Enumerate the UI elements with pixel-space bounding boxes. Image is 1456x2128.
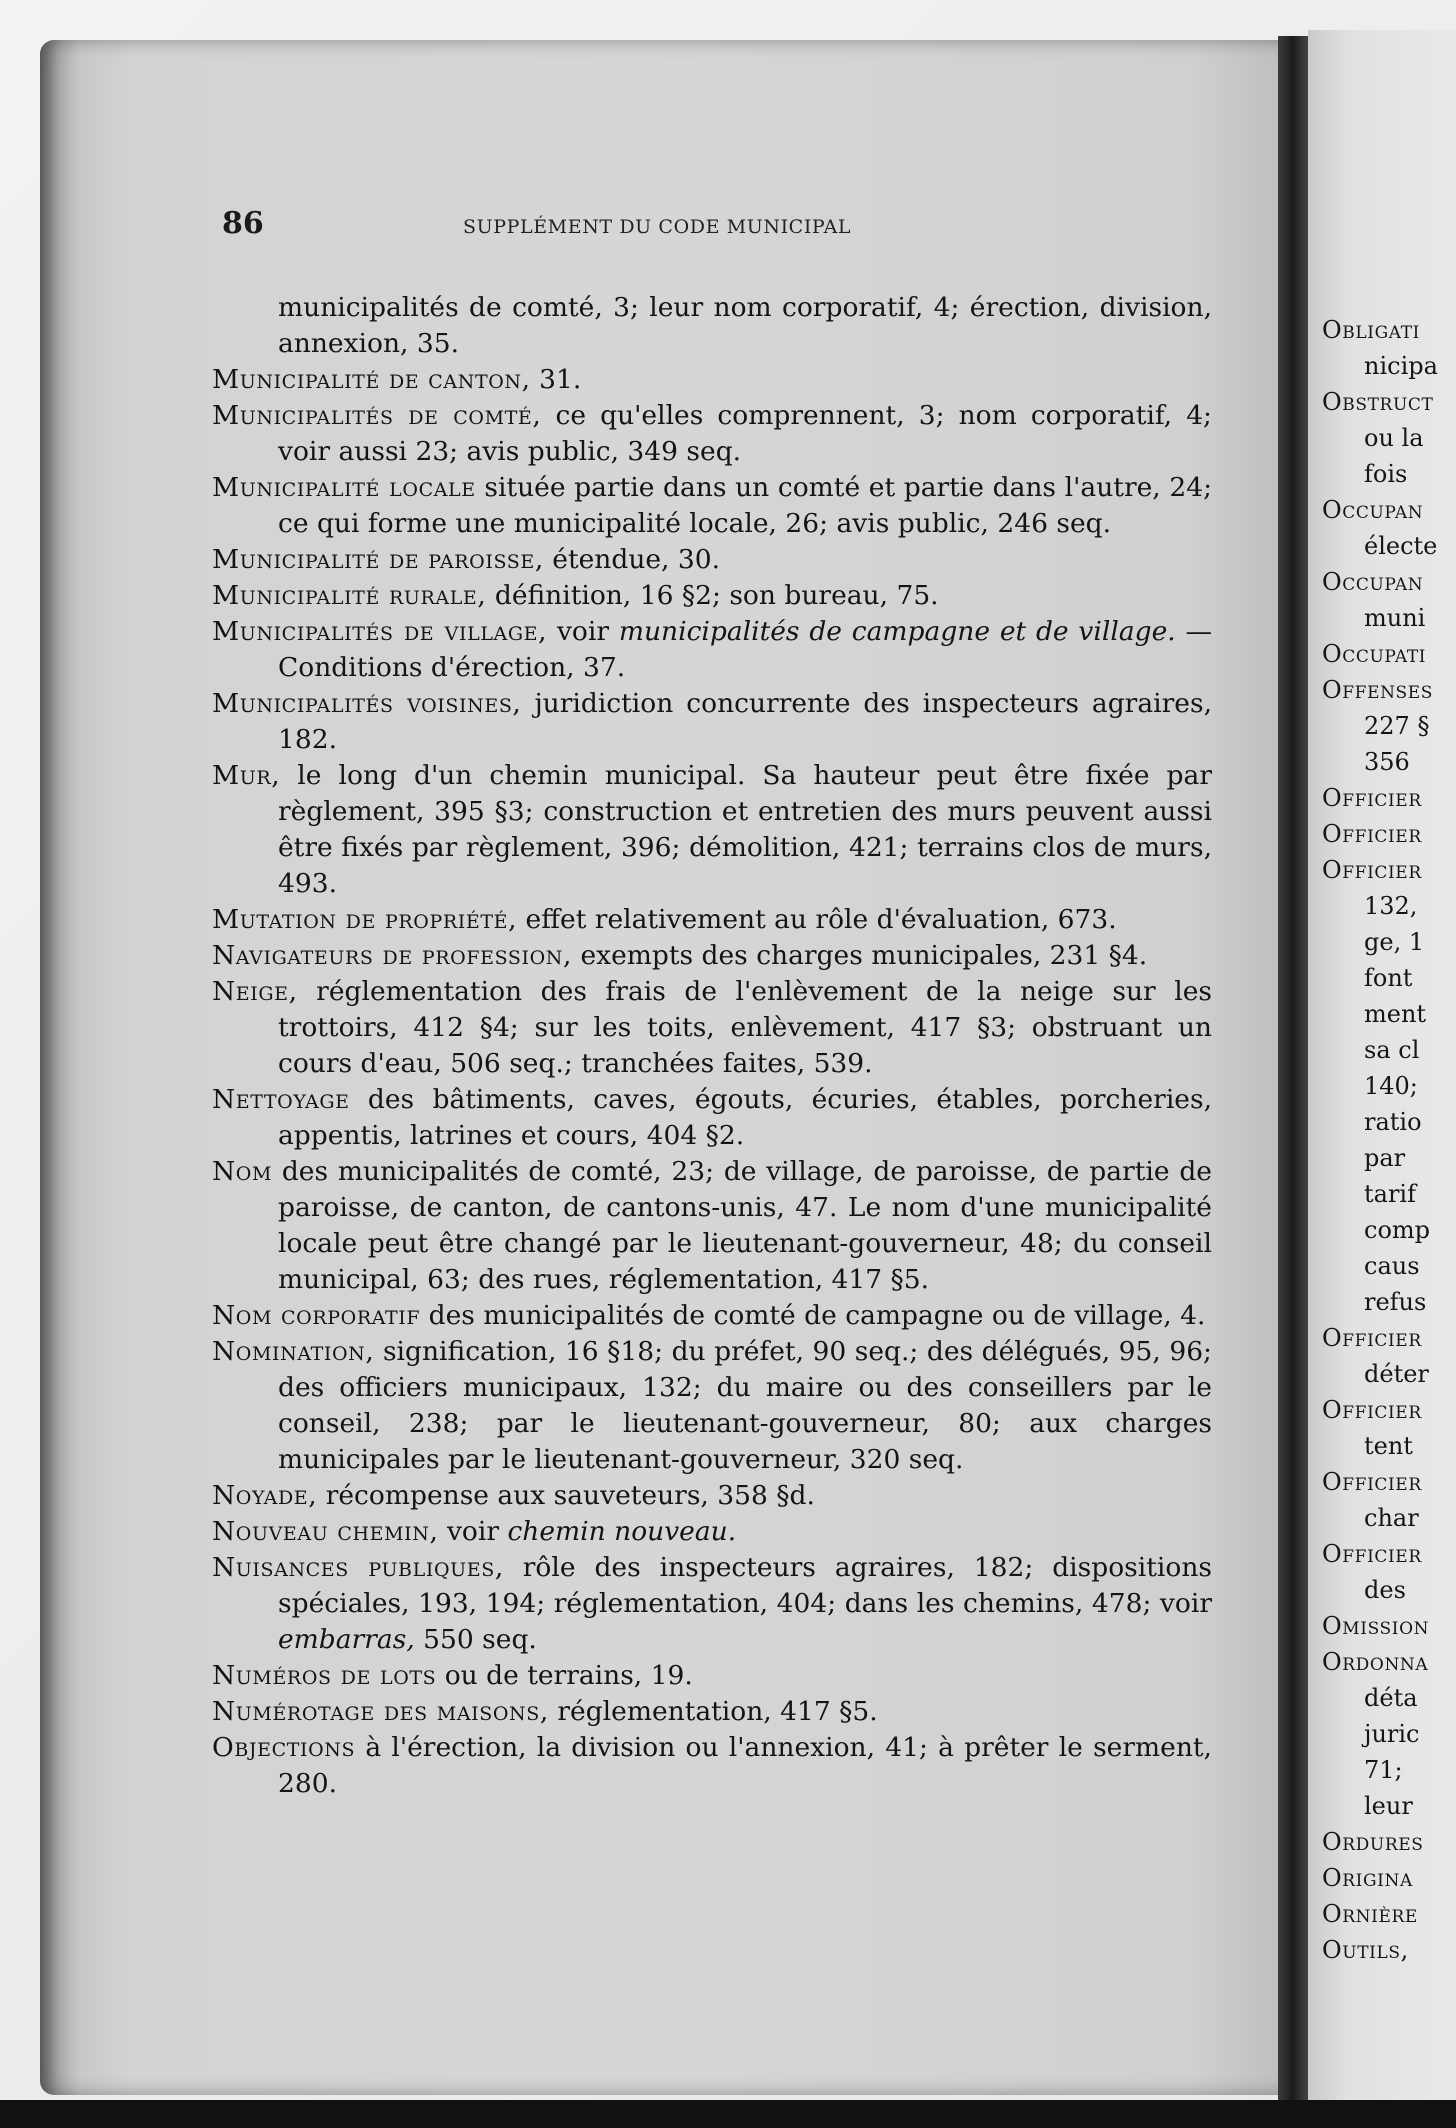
right-page-text-fragment: char bbox=[1364, 1504, 1419, 1532]
entry-body: voir bbox=[438, 1516, 508, 1547]
index-entries bbox=[212, 290, 1212, 1802]
entry-headword: Nouveau chemin, bbox=[212, 1516, 439, 1547]
index-entry bbox=[212, 758, 1212, 902]
right-page-headword-fragment: Officier bbox=[1322, 820, 1422, 848]
index-entry bbox=[212, 1298, 1212, 1334]
entry-headword: Nuisances publiques, bbox=[212, 1552, 504, 1583]
right-page-text-fragment: ou la bbox=[1364, 424, 1424, 452]
index-entry bbox=[212, 290, 1212, 362]
entry-tail: 550 seq. bbox=[414, 1624, 537, 1655]
entry-headword: Municipalités de comté, bbox=[212, 400, 542, 431]
index-entry bbox=[212, 1550, 1212, 1658]
entry-headword: Navigateurs de profession, bbox=[212, 940, 573, 971]
right-page-headword-fragment: Officier bbox=[1322, 784, 1422, 812]
right-page-text-fragment: ment bbox=[1364, 1000, 1427, 1028]
right-page-headword-fragment: Officier bbox=[1322, 1324, 1422, 1352]
page-header bbox=[218, 206, 1208, 246]
index-entry bbox=[212, 614, 1212, 686]
index-entry bbox=[212, 578, 1212, 614]
right-page-text-fragment: font bbox=[1364, 964, 1413, 992]
entry-tail: — Conditions d'érection, 37. bbox=[278, 616, 1212, 683]
right-page-text-fragment: muni bbox=[1364, 604, 1426, 632]
entry-headword: Nomination, bbox=[212, 1336, 375, 1367]
right-page-headword-fragment: Occupan bbox=[1322, 496, 1424, 524]
entry-body: rôle des inspecteurs agraires, 182; dispositions spéciales, 193, 194; réglementation, 404; dans les chemins, 478; voir bbox=[278, 1552, 1212, 1619]
entry-headword: Nom bbox=[212, 1156, 273, 1187]
index-entry bbox=[212, 1082, 1212, 1154]
entry-body: située partie dans un comté et partie dans l'autre, 24; ce qui forme une municipalité locale, 26; avis public, 246 seq. bbox=[278, 472, 1212, 539]
right-page-headword-fragment: Occupan bbox=[1322, 568, 1424, 596]
right-page-headword-fragment: Officier bbox=[1322, 1540, 1422, 1568]
entry-body: à l'érection, la division ou l'annexion, 41; à prêter le serment, 280. bbox=[278, 1732, 1212, 1799]
index-entry bbox=[212, 974, 1212, 1082]
index-entry bbox=[212, 1658, 1212, 1694]
right-page-text-fragment: tarif bbox=[1364, 1180, 1416, 1208]
right-page-text-fragment: déta bbox=[1364, 1684, 1418, 1712]
right-page-text-fragment: électe bbox=[1364, 532, 1438, 560]
right-page-text-fragment: fois bbox=[1364, 460, 1408, 488]
right-page-text-fragment: sa cl bbox=[1364, 1036, 1420, 1064]
entry-body: le long d'un chemin municipal. Sa hauteur peut être fixée par règlement, 395 §3; construction et entretien des murs peuvent aussi être fixés par règlement, 396; démolition, 421; terrains clos de murs, 493. bbox=[278, 760, 1212, 899]
right-page-fragments bbox=[1322, 312, 1456, 1968]
right-page-headword-fragment: Omission bbox=[1322, 1612, 1430, 1640]
entry-body: effet relativement au rôle d'évaluation, 673. bbox=[517, 904, 1117, 935]
right-page-text-fragment: nicipa bbox=[1364, 352, 1438, 380]
right-page-headword-fragment: Officier bbox=[1322, 856, 1422, 884]
right-page-text-fragment: 356 bbox=[1364, 748, 1410, 776]
right-page-text-fragment: des bbox=[1364, 1576, 1406, 1604]
entry-cross-reference: chemin nouveau. bbox=[507, 1516, 737, 1547]
entry-headword: Numéros de lots bbox=[212, 1660, 437, 1691]
right-page-text-fragment: 71; bbox=[1364, 1756, 1403, 1784]
entry-headword: Municipalités voisines, bbox=[212, 688, 522, 719]
entry-body: voir bbox=[547, 616, 619, 647]
index-entry bbox=[212, 938, 1212, 974]
index-entry bbox=[212, 1730, 1212, 1802]
entry-body: des municipalités de comté, 23; de village, de paroisse, de partie de paroisse, de canton, de cantons-unis, 47. Le nom d'une municipalité locale peut être changé par le lieutenant-gouverneur, 48; du conseil municipal, 63; des rues, réglementation, 417 §5. bbox=[272, 1156, 1212, 1295]
right-page-text-fragment: caus bbox=[1364, 1252, 1420, 1280]
entry-headword: Municipalité de canton, bbox=[212, 364, 531, 395]
right-page-text-fragment: 227 § bbox=[1364, 712, 1430, 740]
index-entry bbox=[212, 1514, 1212, 1550]
book-gutter bbox=[1278, 36, 1308, 2106]
index-entry bbox=[212, 542, 1212, 578]
entry-body: exempts des charges municipales, 231 §4. bbox=[572, 940, 1148, 971]
right-page-headword-fragment: Officier bbox=[1322, 1396, 1422, 1424]
entry-body: juridiction concurrente des inspecteurs agraires, 182. bbox=[278, 688, 1212, 755]
right-page-headword-fragment: Ordures bbox=[1322, 1828, 1424, 1856]
scan-bottom-edge bbox=[0, 2100, 1456, 2128]
index-entry bbox=[212, 686, 1212, 758]
entry-headword: Mur, bbox=[212, 760, 281, 791]
entry-body: ce qu'elles comprennent, 3; nom corporatif, 4; voir aussi 23; avis public, 349 seq. bbox=[278, 400, 1212, 467]
entry-headword: Municipalités de village, bbox=[212, 616, 548, 647]
right-page-headword-fragment: Outils, bbox=[1322, 1936, 1409, 1964]
entry-headword: Objections bbox=[212, 1732, 356, 1763]
entry-headword: Municipalité de paroisse, bbox=[212, 544, 544, 575]
right-page-headword-fragment: Obligati bbox=[1322, 316, 1420, 344]
entry-body: réglementation, 417 §5. bbox=[548, 1696, 878, 1727]
right-page-text-fragment: déter bbox=[1364, 1360, 1429, 1388]
index-entry bbox=[212, 362, 1212, 398]
entry-body: 31. bbox=[530, 364, 582, 395]
right-page-text-fragment: juric bbox=[1364, 1720, 1420, 1748]
right-page-headword-fragment: Ordonna bbox=[1322, 1648, 1429, 1676]
right-page-text-fragment: tent bbox=[1364, 1432, 1413, 1460]
entry-body: ou de terrains, 19. bbox=[436, 1660, 693, 1691]
entry-body: des bâtiments, caves, égouts, écuries, étables, porcheries, appentis, latrines et cours, 404 §2. bbox=[278, 1084, 1212, 1151]
index-entry bbox=[212, 902, 1212, 938]
right-page-text-fragment: ratio bbox=[1364, 1108, 1422, 1136]
right-page-headword-fragment: Origina bbox=[1322, 1864, 1413, 1892]
page-number: 86 bbox=[222, 206, 264, 241]
right-page-text-fragment: refus bbox=[1364, 1288, 1427, 1316]
entry-headword: Municipalité rurale, bbox=[212, 580, 487, 611]
entry-headword: Neige, bbox=[212, 976, 298, 1007]
entry-body: récompense aux sauveteurs, 358 §d. bbox=[317, 1480, 815, 1511]
entry-body: signification, 16 §18; du préfet, 90 seq.; des délégués, 95, 96; des officiers municipaux, 132; du maire ou des conseillers par le conseil, 238; par le lieutenant-gouverneur, 80; aux charges municipales par le lieutenant-gouverneur, 320 seq. bbox=[278, 1336, 1212, 1475]
entry-body: étendue, 30. bbox=[543, 544, 721, 575]
right-page-headword-fragment: Offenses bbox=[1322, 676, 1434, 704]
right-page-text-fragment: par bbox=[1364, 1144, 1406, 1172]
running-head: SUPPLÉMENT DU CODE MUNICIPAL bbox=[463, 216, 852, 238]
entry-cross-reference: municipalités de campagne et de village. bbox=[618, 616, 1176, 647]
entry-body: des municipalités de comté de campagne ou de village, 4. bbox=[420, 1300, 1206, 1331]
entry-headword: Mutation de propriété, bbox=[212, 904, 518, 935]
right-page-headword-fragment: Officier bbox=[1322, 1468, 1422, 1496]
entry-body: réglementation des frais de l'enlèvement de la neige sur les trottoirs, 412 §4; sur les toits, enlèvement, 417 §3; obstruant un cours d'eau, 506 seq.; tranchées faites, 539. bbox=[278, 976, 1212, 1079]
right-page-text-fragment: 132, bbox=[1364, 892, 1418, 920]
right-page-text-fragment: comp bbox=[1364, 1216, 1431, 1244]
index-entry bbox=[212, 1478, 1212, 1514]
entry-headword: Noyade, bbox=[212, 1480, 318, 1511]
entry-headword: Nom corporatif bbox=[212, 1300, 421, 1331]
index-entry bbox=[212, 470, 1212, 542]
entry-headword: Nettoyage bbox=[212, 1084, 350, 1115]
right-page-headword-fragment: Ornière bbox=[1322, 1900, 1418, 1928]
right-page-text-fragment: leur bbox=[1364, 1792, 1413, 1820]
right-page-headword-fragment: Obstruct bbox=[1322, 388, 1434, 416]
right-page-text-fragment: ge, 1 bbox=[1364, 928, 1425, 956]
entry-cross-reference: embarras, bbox=[278, 1624, 415, 1655]
right-page-headword-fragment: Occupati bbox=[1322, 640, 1427, 668]
index-entry bbox=[212, 398, 1212, 470]
entry-body: définition, 16 §2; son bureau, 75. bbox=[486, 580, 939, 611]
entry-headword: Numérotage des maisons, bbox=[212, 1696, 549, 1727]
index-entry bbox=[212, 1154, 1212, 1298]
entry-body: municipalités de comté, 3; leur nom corporatif, 4; érection, division, annexion, 35. bbox=[278, 292, 1212, 359]
right-page-text-fragment: 140; bbox=[1364, 1072, 1418, 1100]
entry-headword: Municipalité locale bbox=[212, 472, 476, 503]
index-entry bbox=[212, 1334, 1212, 1478]
index-entry bbox=[212, 1694, 1212, 1730]
